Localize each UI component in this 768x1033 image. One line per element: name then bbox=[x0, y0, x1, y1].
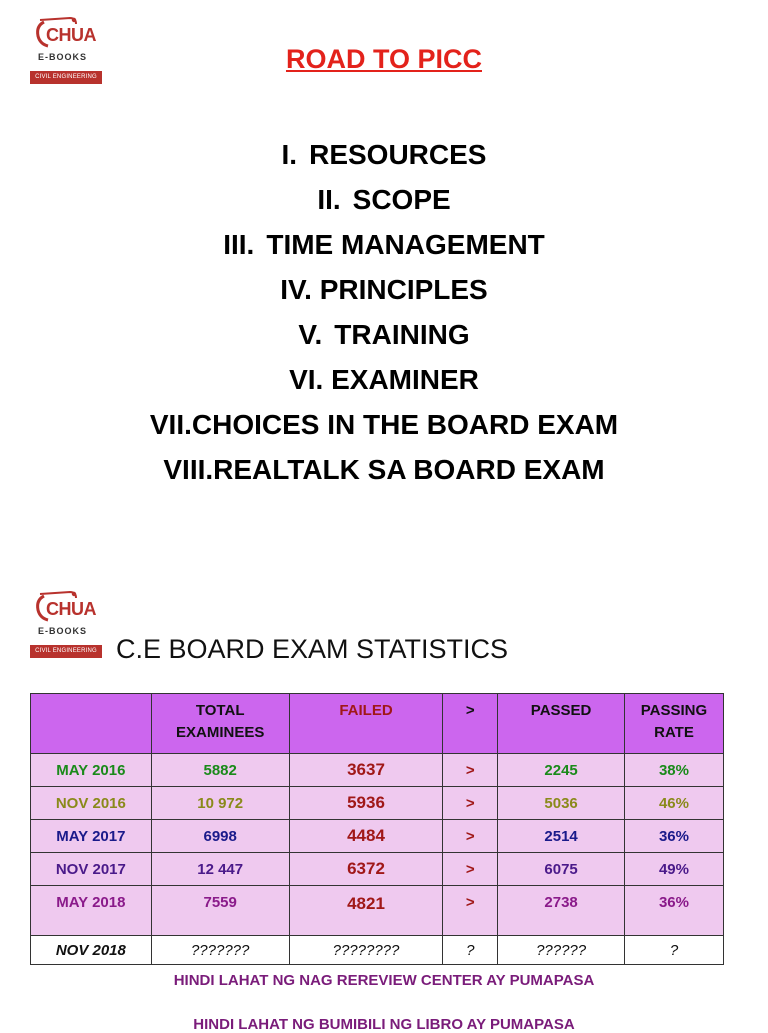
passed-count: 5036 bbox=[498, 787, 625, 820]
toc-item bbox=[0, 357, 768, 402]
passing-rate: 38% bbox=[624, 754, 723, 787]
failed-count: 4484 bbox=[289, 820, 443, 853]
footer-note: HINDI LAHAT NG NAG REREVIEW CENTER AY PUMAPASA bbox=[173, 972, 595, 989]
failed-count: 5936 bbox=[289, 787, 443, 820]
table-row bbox=[31, 787, 724, 820]
toc-item-number: III. bbox=[223, 229, 255, 260]
passing-rate: ? bbox=[624, 936, 723, 965]
table-row bbox=[31, 853, 724, 886]
toc-item-label: TRAINING bbox=[334, 319, 470, 350]
column-header-passing-rate: PASSING RATE bbox=[624, 694, 723, 754]
passed-count: 2245 bbox=[498, 754, 625, 787]
toc-item bbox=[0, 132, 768, 177]
toc-item-label: RESOURCES bbox=[309, 139, 487, 170]
comparison-sign: ? bbox=[443, 936, 498, 965]
logo-brand: CHUA bbox=[46, 599, 96, 619]
total-examinees: 7559 bbox=[151, 886, 289, 936]
chua-ebooks-logo bbox=[30, 588, 102, 658]
table-row bbox=[31, 754, 724, 787]
toc-item-label: PRINCIPLES bbox=[319, 274, 488, 305]
statistics-title: C.E BOARD EXAM STATISTICS bbox=[116, 634, 509, 664]
table-of-contents bbox=[0, 132, 768, 492]
toc-item-number: VI. bbox=[289, 364, 324, 395]
table-header-row bbox=[31, 694, 724, 754]
exam-period: MAY 2018 bbox=[31, 886, 152, 936]
total-examinees: 12 447 bbox=[151, 853, 289, 886]
exam-period: MAY 2016 bbox=[31, 754, 152, 787]
logo-brand: CHUA bbox=[46, 25, 96, 45]
failed-count: 4821 bbox=[289, 886, 443, 936]
comparison-sign: > bbox=[443, 754, 498, 787]
toc-item-number: IV. bbox=[280, 274, 312, 305]
toc-item-number: VIII. bbox=[163, 454, 214, 485]
total-examinees: 5882 bbox=[151, 754, 289, 787]
toc-item bbox=[0, 177, 768, 222]
toc-item-label: EXAMINER bbox=[331, 364, 479, 395]
footer-note: HINDI LAHAT NG BUMIBILI NG LIBRO AY PUMAPASA bbox=[193, 1016, 575, 1033]
toc-item-number: VII. bbox=[149, 409, 192, 440]
column-header-comparison: > bbox=[443, 694, 498, 754]
comparison-sign: > bbox=[443, 820, 498, 853]
toc-item-number: V. bbox=[298, 319, 323, 350]
toc-item bbox=[0, 222, 768, 267]
passing-rate: 46% bbox=[624, 787, 723, 820]
toc-item-label: CHOICES IN THE BOARD EXAM bbox=[191, 409, 619, 440]
toc-item-number: II. bbox=[317, 184, 341, 215]
toc-item-number: I. bbox=[281, 139, 298, 170]
toc-item-label: TIME MANAGEMENT bbox=[266, 229, 545, 260]
passing-rate: 36% bbox=[624, 820, 723, 853]
column-header-total-examinees: TOTAL EXAMINEES bbox=[151, 694, 289, 754]
toc-item bbox=[0, 267, 768, 312]
passed-count: 6075 bbox=[498, 853, 625, 886]
comparison-sign: > bbox=[443, 787, 498, 820]
passing-rate: 49% bbox=[624, 853, 723, 886]
failed-count: 3637 bbox=[289, 754, 443, 787]
slide-title: ROAD TO PICC bbox=[285, 44, 482, 74]
comparison-sign: > bbox=[443, 853, 498, 886]
total-examinees: ??????? bbox=[151, 936, 289, 965]
passed-count: 2514 bbox=[498, 820, 625, 853]
failed-count: ???????? bbox=[289, 936, 443, 965]
toc-item-label: REALTALK SA BOARD EXAM bbox=[213, 454, 605, 485]
total-examinees: 6998 bbox=[151, 820, 289, 853]
column-header-passed: PASSED bbox=[498, 694, 625, 754]
passed-count: ?????? bbox=[498, 936, 625, 965]
table-row bbox=[31, 886, 724, 936]
total-examinees: 10 972 bbox=[151, 787, 289, 820]
passed-count: 2738 bbox=[498, 886, 625, 936]
toc-item bbox=[0, 402, 768, 447]
table-row bbox=[31, 820, 724, 853]
toc-item bbox=[0, 447, 768, 492]
table-row bbox=[31, 936, 724, 965]
logo-subbrand: E-BOOKS bbox=[38, 52, 88, 62]
exam-period: MAY 2017 bbox=[31, 820, 152, 853]
comparison-sign: > bbox=[443, 886, 498, 936]
exam-period: NOV 2018 bbox=[31, 936, 152, 965]
exam-period: NOV 2017 bbox=[31, 853, 152, 886]
column-header bbox=[31, 694, 152, 754]
passing-rate: 36% bbox=[624, 886, 723, 936]
toc-item bbox=[0, 312, 768, 357]
logo-banner: CIVIL ENGINEERING bbox=[30, 645, 102, 658]
exam-statistics-table bbox=[30, 693, 724, 965]
toc-item-label: SCOPE bbox=[352, 184, 451, 215]
column-header-failed: FAILED bbox=[289, 694, 443, 754]
exam-period: NOV 2016 bbox=[31, 787, 152, 820]
logo-subbrand: E-BOOKS bbox=[38, 626, 88, 636]
logo-banner: CIVIL ENGINEERING bbox=[30, 71, 102, 84]
failed-count: 6372 bbox=[289, 853, 443, 886]
